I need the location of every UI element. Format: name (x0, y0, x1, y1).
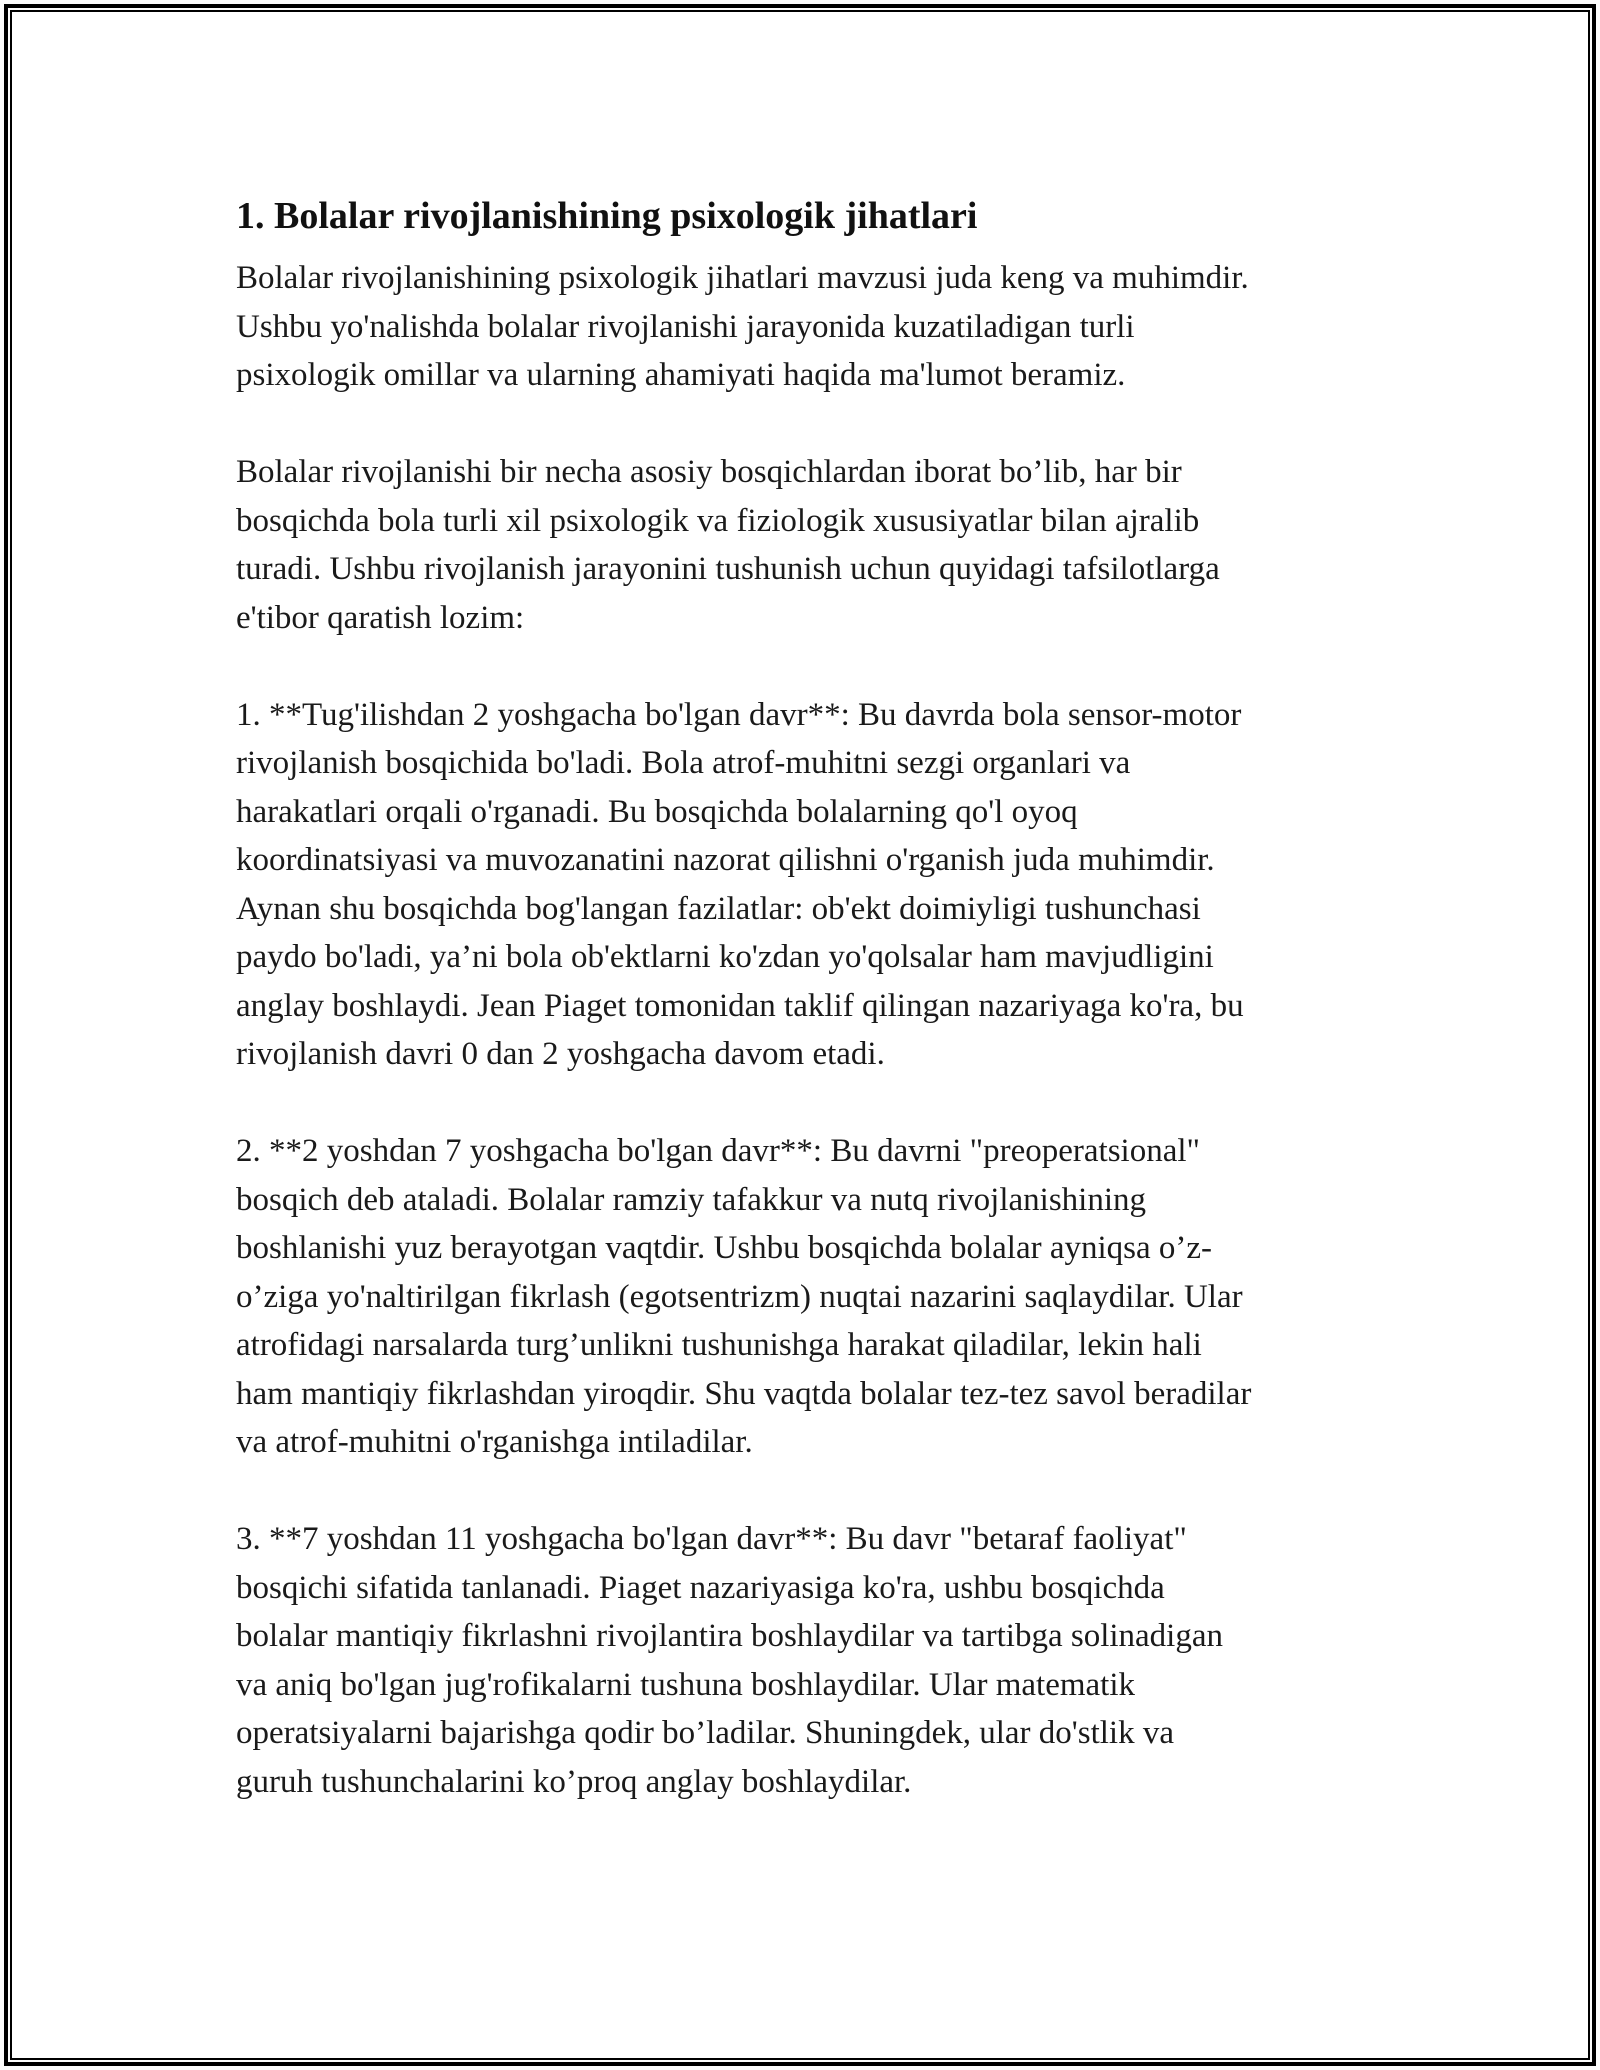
stage-3-paragraph: 3. **7 yoshdan 11 yoshgacha bo'lgan davr**: Bu davr "betaraf faoliyat" bosqichi sifatida tanlanadi. Piaget nazariyasiga ko'ra, ushbu bosqichda bolalar mantiqiy fikrlashni rivojlantira boshlaydilar va tartibga solinadigan va aniq bo'lgan jug'rofikalarni tushuna boshlaydilar. Ular matematik operatsiyalarni bajarishga qodir bo’ladilar. Shuningdek, ular do'stlik va guruh tushunchalarini ko’proq anglay boshlaydilar. (236, 1521, 1223, 1800)
stages-overview-paragraph: Bolalar rivojlanishi bir necha asosiy bosqichlardan iborat bo’lib, har bir bosqichda bola turli xil psixologik va fiziologik xususiyatlar bilan ajralib turadi. Ushbu rivojlanish jarayonini tushunish uchun quyidagi tafsilotlarga e'tibor qaratish lozim: (236, 454, 1220, 636)
document-title: 1. Bolalar rivojlanishining psixologik jihatlari (236, 195, 978, 237)
stage-1-paragraph: 1. **Tug'ilishdan 2 yoshgacha bo'lgan davr**: Bu davrda bola sensor-motor rivojlanish bosqichida bo'ladi. Bola atrof-muhitni sezgi organlari va harakatlari orqali o'rganadi. Bu bosqichda bolalarning qo'l oyoq koordinatsiyasi va muvozanatini nazorat qilishni o'rganish juda muhimdir. Aynan shu bosqichda bog'langan fazilatlar: ob'ekt doimiyligi tushunchasi paydo bo'ladi, ya’ni bola ob'ektlarni ko'zdan yo'qolsalar ham mavjudligini anglay boshlaydi. Jean Piaget tomonidan taklif qilingan nazariyaga ko'ra, bu rivojlanish davri 0 dan 2 yoshgacha davom etadi. (236, 696, 1244, 1072)
intro-paragraph: Bolalar rivojlanishining psixologik jihatlari mavzusi juda keng va muhimdir. Ushbu yo'nalishda bolalar rivojlanishi jarayonida kuzatiladigan turli psixologik omillar va ularning ahamiyati haqida ma'lumot beramiz. (236, 260, 1249, 393)
stage-2-paragraph: 2. **2 yoshdan 7 yoshgacha bo'lgan davr**: Bu davrni "preoperatsional" bosqich deb ataladi. Bolalar ramziy tafakkur va nutq rivojlanishining boshlanishi yuz berayotgan vaqtdir. Ushbu bosqichda bolalar ayniqsa o’z- o’ziga yo'naltirilgan fikrlash (egotsentrizm) nuqtai nazarini saqlaydilar. Ular atrofidagi narsalarda turg’unlikni tushunishga harakat qiladilar, lekin hali ham mantiqiy fikrlashdan yiroqdir. Shu vaqtda bolalar tez-tez savol beradilar va atrof-muhitni o'rganishga intiladilar. (236, 1133, 1252, 1460)
document-page (236, 188, 1366, 1855)
